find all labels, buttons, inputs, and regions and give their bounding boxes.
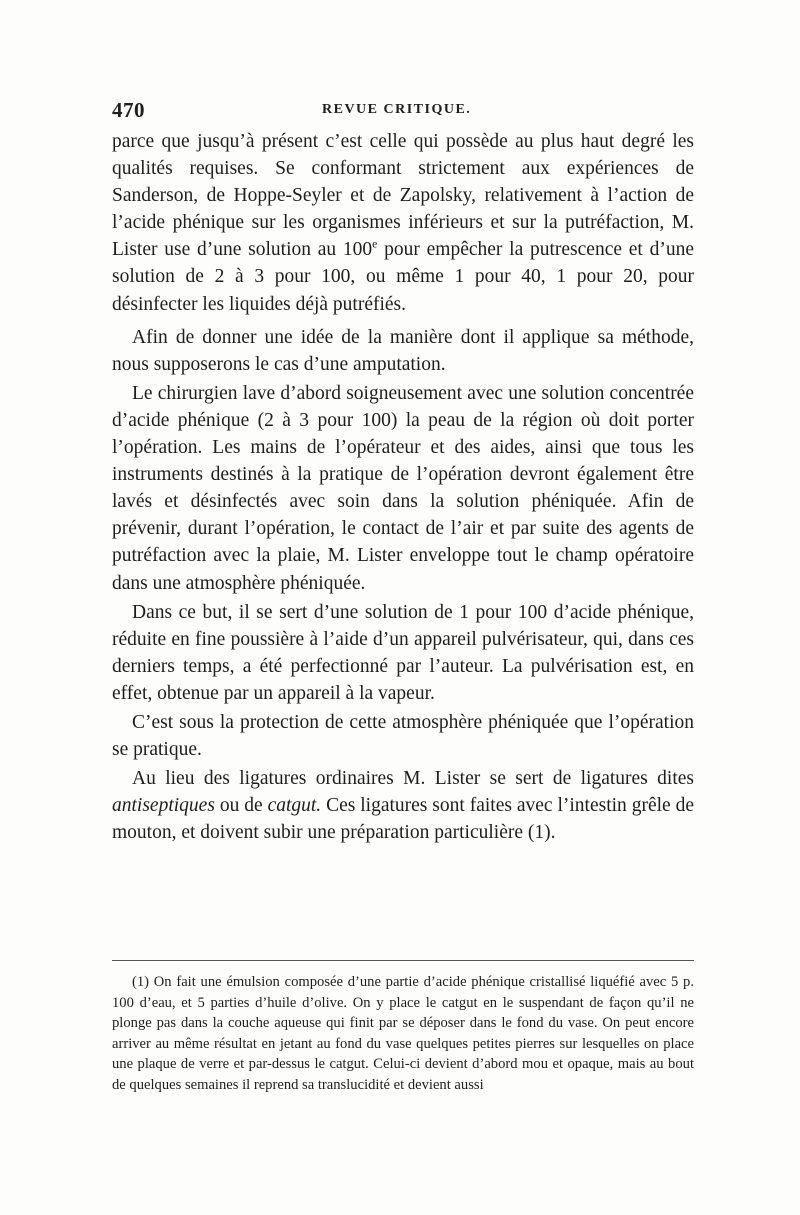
paragraph-6-text-a: Au lieu des ligatures ordinaires M. Lister se sert de ligatures dites [132,768,694,790]
paragraph-3: Le chirurgien lave d’abord soigneusement avec une solution concentrée d’acide phénique (2 à 3 pour 100) la peau de la région où doit porter l’opération. Les mains de l’opérateur et des aides, ainsi que tous les instruments destinés à la pratique de l’opération devront également être lavés et désinfectés avec soin dans la solution phéniquée. Afin de prévenir, durant l’opération, le contact de l’air et par suite des agents de putréfaction avec la plaie, M. Lister enveloppe tout le champ opératoire dans une atmosphère phéniquée. [112,382,694,594]
paragraph-1-text-a: parce que jusqu’à présent c’est celle qui possède au plus haut degré les qualités requises. Se conformant strictement aux expériences de Sanderson, de Hoppe-Seyler et de Zapolsky, relativement à l’action de l’acide phénique sur les organismes inférieurs et sur la putréfaction, M. Lister use d’une solution au 100 [112,131,694,261]
italic-catgut: catgut. [267,795,322,817]
paragraph-1 [112,128,694,318]
superscript-e: e [372,237,378,251]
paragraph-1-text-b: pour empêcher la putrescence et d’une solution de 2 à 3 pour 100, ou même 1 pour 40, 1 pour 20, pour désinfecter les liquides déjà putréfiés. [112,239,694,315]
page-header [112,98,694,126]
paragraph-6 [112,765,694,846]
paragraph-6-text-c: Ces ligatures sont faites avec l’intestin grêle de mouton, et doivent subir une préparation particulière (1). [112,795,694,844]
running-head: REVUE CRITIQUE. [322,102,472,117]
italic-antiseptiques: antiseptiques [112,795,215,817]
paragraph-5: C’est sous la protection de cette atmosphère phéniquée que l’opération se pratique. [112,711,694,761]
footnote-rule [112,960,694,961]
page-number: 470 [112,98,145,122]
footnote-text: (1) On fait une émulsion composée d’une partie d’acide phénique cristallisé liquéfié avec 5 p. 100 d’eau, et 5 parties d’huile d’olive. On y place le catgut en le suspendant de façon qu’il ne plonge pas dans la couche aqueuse qui finit par se déposer dans le fond du vase. On peut encore arriver au même résultat en jetant au fond du vase quelques petites pierres sur lesquelles on place une plaque de verre et par-dessus le catgut. Celui-ci devient d’abord mou et opaque, mais au bout de quelques semaines il reprend sa translucidité et devient aussi [112,974,694,1093]
paragraph-4: Dans ce but, il se sert d’une solution de 1 pour 100 d’acide phénique, réduite en fine poussière à l’aide d’un appareil pulvérisateur, qui, dans ces derniers temps, a été perfectionné par l’auteur. La pulvérisation est, en effet, obtenue par un appareil à la vapeur. [112,601,694,704]
body-text [112,128,694,846]
footnote [112,972,694,1096]
paragraph-6-text-b: ou de [214,795,268,817]
paragraph-2: Afin de donner une idée de la manière dont il applique sa méthode, nous supposerons le cas d’une amputation. [112,326,694,375]
